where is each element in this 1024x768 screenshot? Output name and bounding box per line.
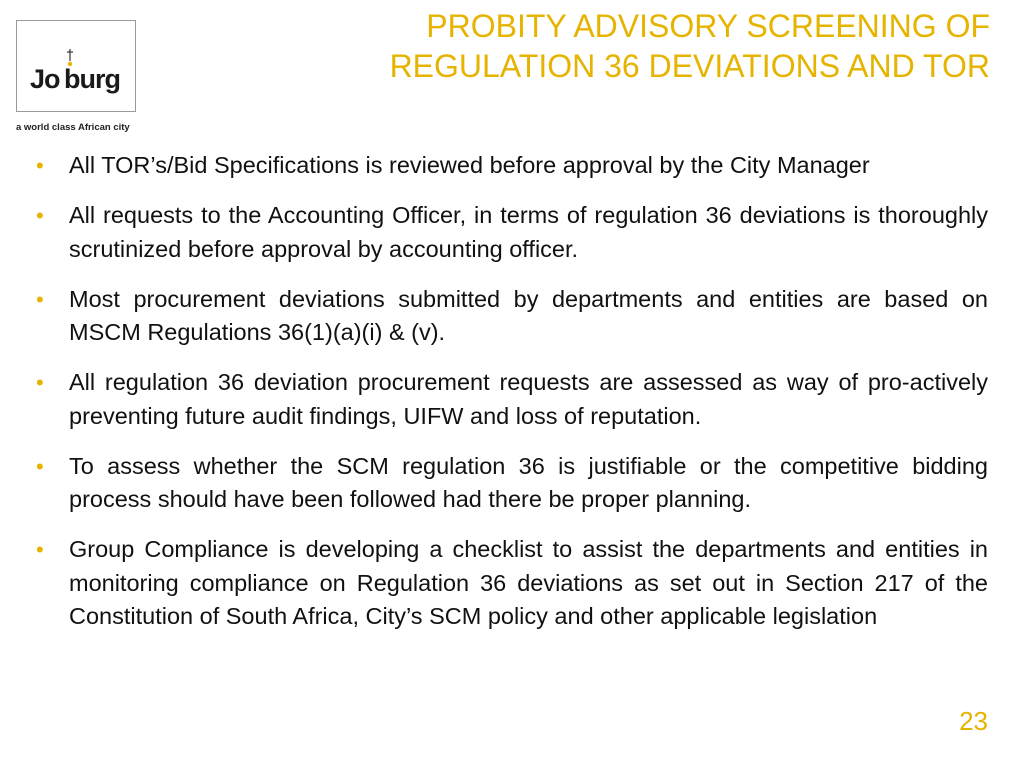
bullet-item [30, 283, 988, 350]
title-line-2: REGULATION 36 DEVIATIONS AND TOR [389, 48, 990, 84]
bullet-dot-icon: • [36, 286, 44, 312]
bullet-text: All TOR’s/Bid Specifications is reviewed before approval by the City Manager [69, 152, 870, 178]
page-number: 23 [959, 706, 988, 736]
title-line-1: PROBITY ADVISORY SCREENING OF [426, 8, 990, 44]
bullet-item [30, 149, 988, 183]
bullet-dot-icon: • [36, 203, 44, 228]
bullet-list [30, 149, 988, 650]
svg-text:burg: burg [64, 64, 120, 94]
bullet-item [30, 366, 988, 433]
bullet-text: Group Compliance is developing a checklist to assist the departments and entities in monitoring compliance on Regulation 36 deviations as set out in Section 217 of the Constitution of South Africa, City’s SCM policy and other applicable legislation [69, 536, 988, 629]
bullet-text: All requests to the Accounting Officer, in terms of regulation 36 deviations is thoroughly scrutinized before approval by accounting officer. [69, 202, 988, 262]
bullet-text: Most procurement deviations submitted by departments and entities are based on MSCM Regulations 36(1)(a)(i) & (v). [69, 285, 988, 345]
svg-text:Jo: Jo [30, 64, 60, 94]
bullet-dot-icon: • [36, 153, 44, 178]
logo-tagline: a world class African city [16, 122, 130, 133]
bullet-item [30, 450, 988, 517]
page-title [300, 6, 990, 86]
bullet-item [30, 199, 988, 266]
bullet-item [30, 533, 988, 634]
bullet-text: All regulation 36 deviation procurement requests are assessed as way of pro-actively preventing future audit findings, UIFW and loss of reputation. [69, 369, 988, 429]
bullet-dot-icon: • [36, 453, 44, 479]
bullet-dot-icon: • [36, 537, 44, 562]
joburg-logo-graphic [17, 21, 135, 111]
bullet-text: To assess whether the SCM regulation 36 is justifiable or the competitive bidding process should have been followed had there be proper planning. [69, 452, 988, 512]
joburg-logo [16, 20, 136, 112]
bullet-dot-icon: • [36, 370, 44, 395]
